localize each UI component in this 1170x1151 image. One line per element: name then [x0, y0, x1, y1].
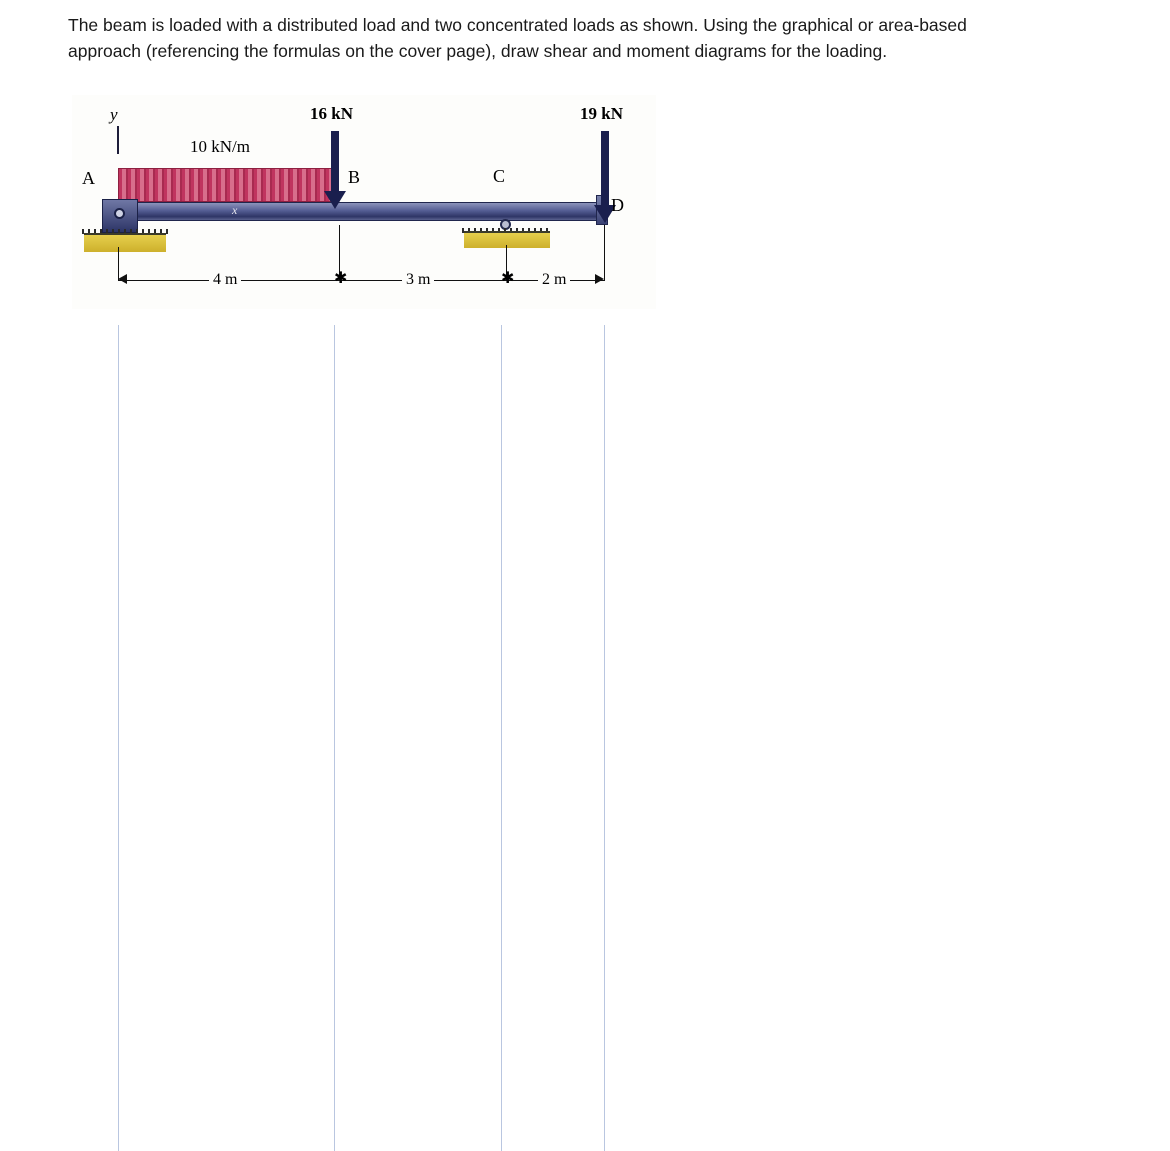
answer-grid-rule-1	[118, 325, 119, 1151]
distributed-load-label: 10 kN/m	[190, 137, 250, 156]
answer-grid-rule-3	[501, 325, 502, 1151]
ground-block-c	[464, 231, 550, 248]
dimension-line	[118, 280, 604, 281]
ground-block-a	[84, 233, 166, 252]
point-load-arrow-b-icon	[331, 131, 339, 193]
dim-arrow-start-icon	[118, 274, 127, 284]
beam-body	[116, 202, 603, 221]
problem-statement-line-2: approach (referencing the formulas on the cover page), draw shear and moment diagrams for the loading.	[68, 41, 888, 62]
answer-grid-rule-4	[604, 325, 605, 1151]
dim-marker-c-icon: ✱	[501, 270, 515, 287]
dimension-label-bc: 3 m	[402, 271, 434, 289]
node-label-a: A	[82, 168, 95, 188]
dimension-label-cd: 2 m	[538, 271, 570, 289]
node-label-d: D	[611, 195, 624, 215]
dim-marker-b-icon: ✱	[334, 270, 348, 287]
pin-hole-icon	[114, 208, 125, 219]
point-load-arrow-d-icon	[601, 131, 609, 207]
problem-statement	[68, 12, 1068, 65]
dimension-label-ab: 4 m	[209, 271, 241, 289]
answer-grid-rule-2	[334, 325, 335, 1151]
axis-label-x: x	[232, 203, 238, 217]
beam-figure	[72, 95, 656, 309]
distributed-load-block	[118, 168, 333, 202]
dim-arrow-end-icon	[595, 274, 604, 284]
axis-tick-y	[117, 126, 119, 154]
axis-label-y: y	[110, 105, 118, 124]
node-label-c: C	[493, 166, 506, 186]
point-load-label-b: 16 kN	[310, 104, 353, 123]
problem-statement-line-1: The beam is loaded with a distributed load and two concentrated loads as shown. Using the graphical or area-based	[68, 15, 967, 35]
node-label-b: B	[348, 167, 361, 187]
point-load-label-d: 19 kN	[580, 104, 623, 123]
dim-extension-d	[604, 225, 605, 281]
